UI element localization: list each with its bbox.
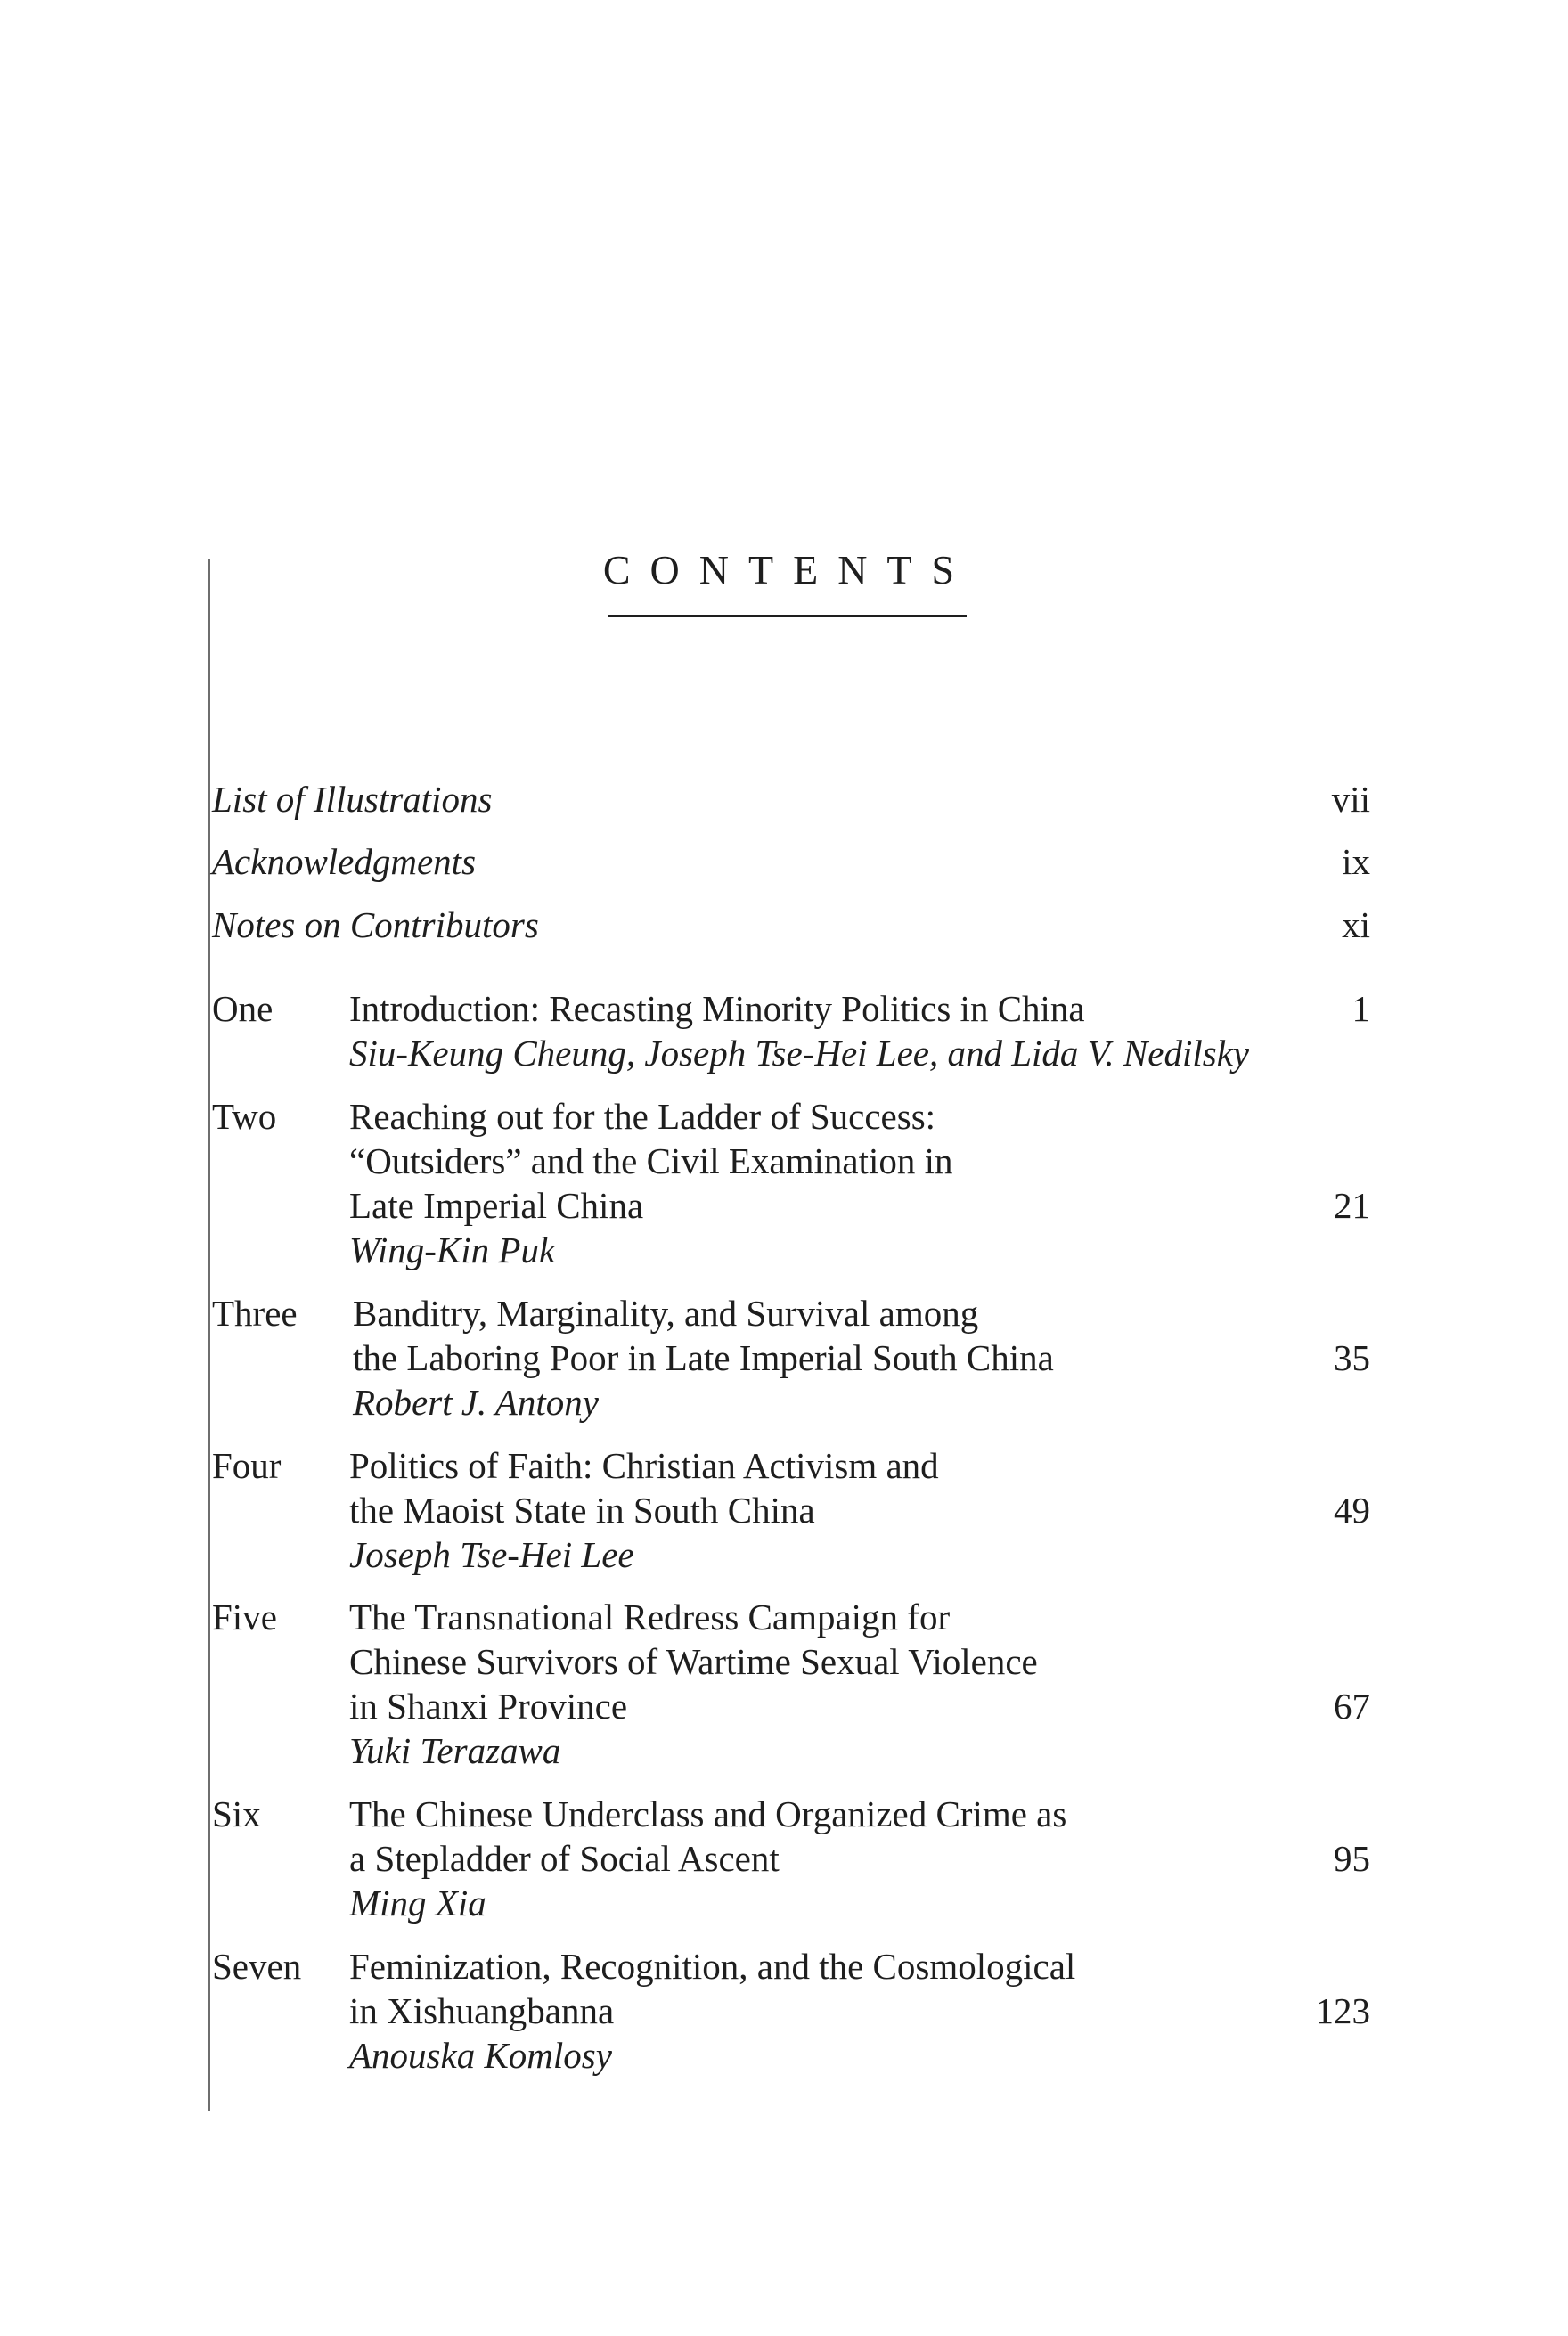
page-number: ix — [1342, 841, 1370, 882]
chapter-number: Six — [212, 1793, 261, 1834]
chapter-title-line: Late Imperial China — [349, 1185, 644, 1226]
chapter-title-line: Feminization, Recognition, and the Cosmological — [349, 1946, 1076, 1987]
chapter-title-line: “Outsiders” and the Civil Examination in — [349, 1140, 953, 1181]
page-number: 67 — [1334, 1686, 1370, 1727]
front-matter-entry — [212, 903, 1370, 947]
chapter-number: Two — [212, 1096, 277, 1137]
page-number: xi — [1342, 904, 1370, 945]
chapter-entry — [212, 1944, 1370, 2078]
chapter-entry — [212, 986, 1370, 1075]
chapter-author: Robert J. Antony — [353, 1382, 599, 1423]
page-number: 95 — [1334, 1838, 1370, 1879]
chapter-number: Four — [212, 1445, 282, 1486]
chapter-title-line: Chinese Survivors of Wartime Sexual Violence — [349, 1641, 1038, 1682]
left-margin-rule — [208, 559, 210, 2111]
chapter-author: Yuki Terazawa — [349, 1730, 561, 1771]
page-number: 123 — [1315, 1990, 1370, 2031]
chapter-body — [349, 1792, 1066, 1925]
chapter-title-line: The Transnational Redress Campaign for — [349, 1597, 951, 1638]
chapter-entry — [212, 1094, 1370, 1272]
chapter-entry — [212, 1595, 1370, 1773]
page-number: 21 — [1334, 1185, 1370, 1226]
chapter-title-line: the Maoist State in South China — [349, 1490, 815, 1531]
chapter-number: One — [212, 988, 274, 1029]
chapter-title-line: a Stepladder of Social Ascent — [349, 1838, 780, 1879]
chapter-title-line: Politics of Faith: Christian Activism and — [349, 1445, 939, 1486]
page-number: 1 — [1352, 988, 1370, 1029]
chapter-title-line: Banditry, Marginality, and Survival among — [353, 1293, 979, 1334]
chapter-title-line: Reaching out for the Ladder of Success: — [349, 1096, 936, 1137]
chapter-body — [349, 1944, 1075, 2078]
chapter-number: Five — [212, 1597, 277, 1638]
chapter-body — [353, 1291, 1054, 1425]
chapter-title-line: in Xishuangbanna — [349, 1990, 615, 2031]
chapter-number: Three — [212, 1293, 298, 1334]
chapter-body — [349, 1443, 939, 1577]
chapter-entry — [212, 1443, 1370, 1577]
chapter-entry — [212, 1291, 1370, 1425]
chapter-author: Wing-Kin Puk — [349, 1229, 556, 1270]
heading-underline — [608, 615, 967, 617]
front-matter-title: List of Illustrations — [212, 779, 493, 820]
contents-heading: CONTENTS — [602, 547, 975, 592]
chapter-title-line: Introduction: Recasting Minority Politics in China — [349, 988, 1085, 1029]
chapter-body — [349, 1595, 1038, 1773]
front-matter-title: Notes on Contributors — [212, 904, 539, 945]
chapter-entry — [212, 1792, 1370, 1925]
front-matter-entry — [212, 839, 1370, 884]
page-number: vii — [1331, 779, 1370, 820]
page-number: 35 — [1334, 1337, 1370, 1378]
chapter-body — [349, 1094, 953, 1272]
chapter-title-line: The Chinese Underclass and Organized Crime as — [349, 1793, 1067, 1834]
chapter-author: Anouska Komlosy — [349, 2035, 612, 2076]
chapter-title-line: in Shanxi Province — [349, 1686, 628, 1727]
front-matter-title: Acknowledgments — [212, 841, 477, 882]
chapter-author: Siu-Keung Cheung, Joseph Tse-Hei Lee, and Lida V. Nedilsky — [349, 1033, 1250, 1074]
chapter-body — [349, 986, 1249, 1075]
chapter-number: Seven — [212, 1946, 302, 1987]
front-matter-entry — [212, 777, 1370, 821]
chapter-author: Ming Xia — [349, 1883, 486, 1924]
chapter-author: Joseph Tse-Hei Lee — [349, 1534, 634, 1575]
chapter-title-line: the Laboring Poor in Late Imperial South China — [353, 1337, 1054, 1378]
page-number: 49 — [1334, 1490, 1370, 1531]
